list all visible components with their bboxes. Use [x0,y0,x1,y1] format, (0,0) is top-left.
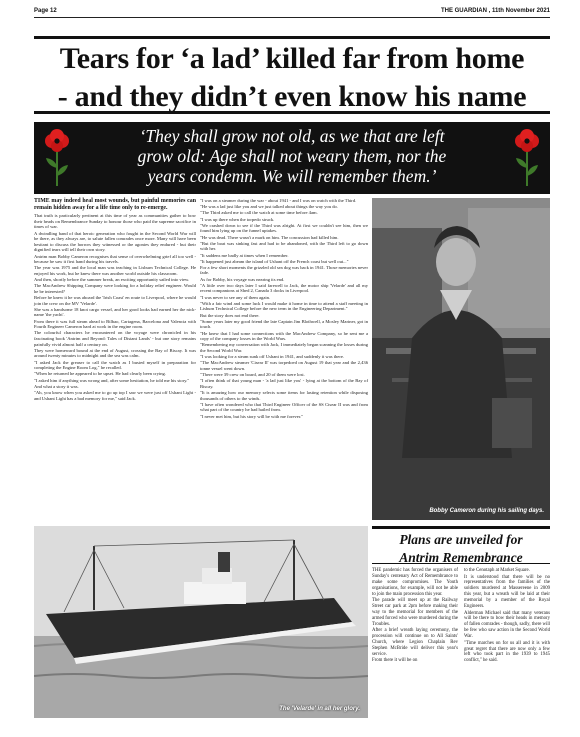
sidebar-heading-line-2: Antrim Remembrance [399,550,523,565]
poppy-icon [42,128,72,188]
article-paragraph: A dwindling band of that heroic generation who fought in the Second World War will be there, as they always are, to salute fallen comrades once more. Many will have been hesitant to discuss the horrors they witnessed or the agonies they endured - but their dignified tears will tell their own story. [34,230,196,253]
article-paragraph: The colourful characters he encountered on the voyage were chronicled in his fascinating book 'Antrim and Beyond: Tales of Distant Lands' - but one story remains painfully vivid almost half a century on. [34,330,196,347]
article-paragraph: "There were 39 crew on board, and 20 of them were lost. [200,372,305,378]
article-paragraph: "The MacAndrew steamer 'Cisear II' was torpedoed on August 19 that year and the 2,436 tonne vessel went down. [200,360,368,371]
remembrance-banner [34,122,550,194]
sidebar-paragraph: to the Cenotaph at Market Square. [464,568,530,573]
article-paragraph: She was a handsome 18 knot cargo vessel, and her good looks had earned her the nick-name 'the yacht'. [34,306,196,318]
article-paragraph: "He knew that I had some connections with the MacAndrew Company, so he sent me a copy of the company losses in the World Wars. [200,330,368,342]
article-paragraph: "I asked him if anything was wrong and, after some hesitation, he told me his story." [34,377,190,383]
article-paragraph: And then, shortly before the summer break, an exciting opportunity sailed into view. [34,277,190,283]
article-paragraph: "The Third asked me to call the watch at some time before 4am. [200,210,318,216]
headline-box [34,36,550,114]
article-paragraph: "It saddens me badly at times when I remember. [200,252,289,258]
sidebar-paragraph: The parade will meet up at the Railway Street car park at 2pm before making their way to the memorial for members of the armed forced who were murdered during the Troubles. [372,598,458,627]
sidebar-column-1 [372,568,458,718]
article-paragraph: "With a fair wind and some luck I would make it home in time to attend a staff meeting in Lisburn Technical College before the new term in the Engineering Department." [200,300,368,312]
article-paragraph: Antrim man Bobby Cameron recognises that sense of overwhelming grief all too well - because he saw it first hand during his travels. [34,253,196,265]
article-intro: TIME may indeed heal most wounds, but painful memories can remain hidden away for a life time only to re-emerge. [34,198,196,211]
publication-dateline: THE GUARDIAN , 11th November 2021 [440,8,550,14]
article-paragraph: "I often think of that young man - 'a lad just like you' - lying at the bottom of the Bay of Biscay. [200,378,368,389]
sailor-photo-illustration [372,198,550,520]
quote-line-3: years condemn. We will remember them.’ [147,166,437,186]
sidebar-paragraph: Alderman Michael said that many veterans will be there to bow their heads in memory of fallen comrades - though, sadly, there will be few who saw action in the Second World War. [464,610,550,640]
sidebar-paragraph: From there it will be on [372,658,418,664]
article-column-1 [34,198,196,520]
sidebar-paragraph: It is understood that there will be no representatives from the families of the soldiers murdered at Massereene in 2009 this year, but a wreath will be laid at their memorial by a member of the Royal Engineers. [464,574,550,610]
article-paragraph: "Ah, you know when you asked me to go up top I saw we were just off Ushant Light - and Ushant Light has a bad memory for me," said Jack. [34,389,196,401]
article-paragraph: "It happened just abeam the island of Ushant off the French coast but well out..." [200,258,349,264]
article-paragraph: "We crashed down to see if the Third was alright. At first we couldn't see him, then we found him lying up on the funnel uptakes. [200,222,368,234]
sidebar-column-2 [464,568,550,718]
photo-caption: Bobby Cameron during his sailing days. [429,508,544,514]
article-paragraph: "I was up there when the torpedo struck. [200,216,275,222]
article-paragraph: That truth is particularly pertinent at this time of year as communities gather to bow their heads on Remembrance Sunday to honour those who paid the supreme sacrifice in times of war. [34,213,196,230]
bobby-cameron-photo [372,198,550,520]
ship-illustration [34,526,368,718]
article-paragraph: "I asked Jack the greaser to call the watch as I busied myself in preparation for completing the Engine Room Log," he recalled. [34,359,196,371]
sidebar-paragraph: After a brief wreath laying ceremony, the procession will continue on to All Saints' Church, where Legion Chaplain Rev Stephen McBride will deliver this year's service. [372,628,458,657]
article-paragraph: The MacAndrew Shipping Company were looking for a holiday relief engineer. Would he be interested? [34,283,196,294]
article-paragraph: For a few short moments the grizzled old sea dog was back in 1941. Those memories never fade. [200,264,368,276]
article-paragraph: "He was dead. There wasn't a mark on him. The concussion had killed him. [200,234,339,240]
article-paragraph: From there it was full steam ahead to Bilbao, Cartagena, Barcelona and Valencia with Fourth Engineer Cameron hard at work in the engine room. [34,318,196,330]
poppy-icon [512,128,542,188]
article-column-2 [200,198,368,516]
article-paragraph: "Remembering my conversation with Jack, I immediately began scanning the losses during the Second World War. [200,342,368,353]
article-paragraph: "I was never to see any of them again. [200,294,271,300]
sidebar-heading-box [372,526,550,564]
article-paragraph: And what a story it was. [34,383,79,389]
page-number: Page 12 [34,8,57,14]
sidebar-paragraph: THE pandemic has forced the organisers of Sunday's centenary Act of Remembrance to make some compromises. The Youth organisations, for example, will not be able to join the main procession this year. [372,568,458,597]
velarde-ship-photo [34,526,368,718]
article-paragraph: They were homeward bound at the end of August, crossing the Bay of Biscay. It was around twenty minutes to midnight and the sea was calm. [34,347,196,359]
article-paragraph: "I was looking for a steam sunk off Ushant in 1941, and suddenly it was there. [200,354,345,360]
sidebar-paragraph: "Time marches on for us all and it is with great regret that there are now only a few left who took part in the 1939 to 1945 conflict," he said. [464,640,550,664]
top-rule [34,17,550,18]
headline-line-1: Tears for ‘a lad’ killed far from home [59,42,525,75]
article-paragraph: "He was a lad just like you and we just talked about things the way you do. [200,204,339,210]
article-paragraph: "I have often wondered who that Third Engineer Officer of the SS Cisear II was and from what part of the country he had hailed from. [200,401,368,413]
article-paragraph: "When he returned he appeared to be upset. He had clearly been crying. [34,371,166,377]
article-paragraph: As for Bobby, his voyage was nearing its end. [200,276,285,282]
article-paragraph: "A little over two days later I said farewell to Jack, the motor ship 'Velarde' and all my recent companions at Shed 2, Canada 3 docks in Liverpool. [200,282,368,294]
quote-line-1: ‘They shall grow not old, as we that are left [139,126,445,146]
article-paragraph: But the story does not end there. [200,312,260,318]
article-paragraph: "I was on a steamer during the war - about 1941 - and I was on watch with the Third. [200,198,357,203]
article-paragraph: "I never met him, but his story will be with me forever." [200,413,304,419]
article-paragraph: "It is amazing how our memory selects some items for lasting retention while disposing thousands of others to the winds. [200,390,368,401]
article-paragraph: Before he knew it he was aboard the 'Irish Coast' en route to Liverpool, where he would join the crew on the MV 'Velarde'. [34,295,196,306]
article-paragraph: The year was 1975 and the local man was teaching in Lisburn Technical College. He enjoyed his work, but he knew there was another world outside his classroom. [34,265,196,276]
headline-line-2: - and they didn’t even know his name [57,80,527,113]
quote-line-2: grow old: Age shall not weary them, nor the [137,146,447,166]
article-paragraph: "But the boat was sinking fast and had to be abandoned, with the Third left to go down with her. [200,240,368,252]
sidebar-heading-line-1: Plans are unveiled for [399,532,523,547]
article-paragraph: "Some years later my good friend the late Captain Jim Blothwell, a Mosley Mariner, got in touch. [200,318,368,330]
photo-caption: The 'Velarde' in all her glory. [279,706,360,712]
